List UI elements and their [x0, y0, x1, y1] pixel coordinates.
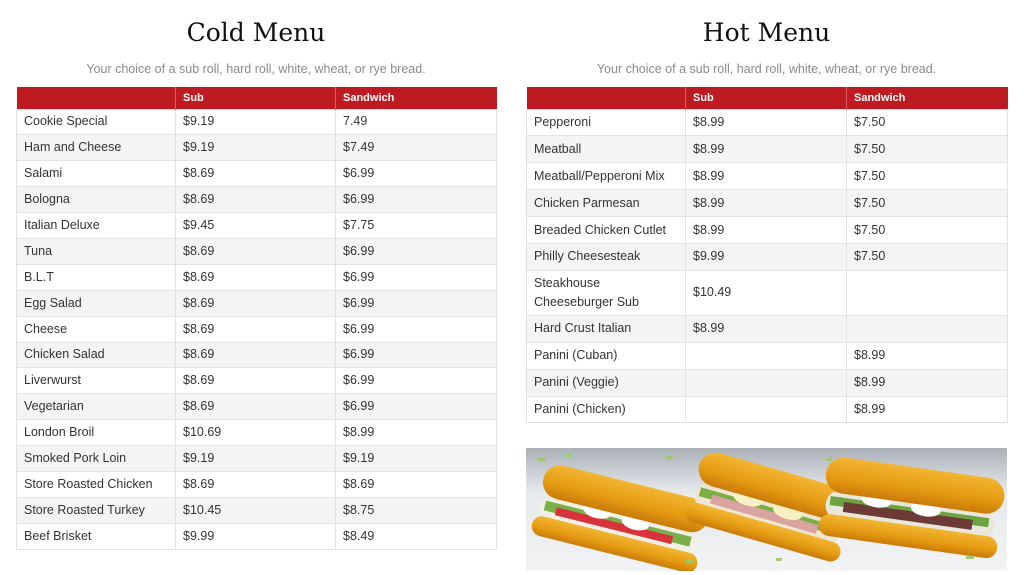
sub-price: $10.69 — [176, 420, 336, 446]
sub-price: $8.69 — [176, 316, 336, 342]
menu-item-name: Panini (Chicken) — [527, 396, 686, 423]
menu-item-name: Smoked Pork Loin — [17, 446, 176, 472]
menu-item-name: London Broil — [17, 420, 176, 446]
table-row — [527, 217, 1008, 244]
table-row — [17, 342, 497, 368]
table-row — [527, 243, 1008, 270]
sandwich-price — [847, 270, 1008, 315]
sub-price: $8.99 — [686, 190, 847, 217]
sandwich-price: $8.99 — [847, 369, 1008, 396]
sub-price: $8.99 — [686, 136, 847, 163]
menu-item-name: B.L.T — [17, 264, 176, 290]
table-row — [17, 446, 497, 472]
menu-item-name: Egg Salad — [17, 290, 176, 316]
table-row — [17, 161, 497, 187]
menu-item-name: Liverwurst — [17, 368, 176, 394]
table-row — [17, 264, 497, 290]
sandwich-price: $8.99 — [847, 396, 1008, 423]
table-row — [17, 394, 497, 420]
menu-item-name: Bologna — [17, 187, 176, 213]
sub-price: $8.69 — [176, 394, 336, 420]
sandwich-price: $6.99 — [336, 161, 497, 187]
sandwich-price: $7.50 — [847, 163, 1008, 190]
menu-item-name: Panini (Cuban) — [527, 342, 686, 369]
menu-item-name: Store Roasted Chicken — [17, 471, 176, 497]
menu-item-name: Panini (Veggie) — [527, 369, 686, 396]
menu-item-name: Meatball/Pepperoni Mix — [527, 163, 686, 190]
sandwich-price: $6.99 — [336, 238, 497, 264]
sub-sandwiches-photo — [526, 448, 1007, 571]
sandwich-price: $6.99 — [336, 368, 497, 394]
sub-price: $9.99 — [176, 523, 336, 549]
table-row — [17, 109, 497, 135]
sub-price: $10.45 — [176, 497, 336, 523]
menu-item-name: Hard Crust Italian — [527, 315, 686, 342]
sub-price: $8.99 — [686, 217, 847, 244]
table-row — [527, 369, 1008, 396]
menu-item-name: Vegetarian — [17, 394, 176, 420]
menu-item-name: Chicken Salad — [17, 342, 176, 368]
table-row — [17, 213, 497, 239]
sub-price: $9.99 — [686, 243, 847, 270]
sandwich-price: $7.50 — [847, 190, 1008, 217]
table-row — [17, 135, 497, 161]
menu-item-name: Chicken Parmesan — [527, 190, 686, 217]
column-header-item — [527, 87, 686, 109]
table-row — [17, 238, 497, 264]
sub-price: $8.69 — [176, 290, 336, 316]
sandwich-price: 7.49 — [336, 109, 497, 135]
table-row — [527, 315, 1008, 342]
sub-price: $8.69 — [176, 161, 336, 187]
menu-item-name: Italian Deluxe — [17, 213, 176, 239]
table-row — [17, 420, 497, 446]
sandwich-price: $9.19 — [336, 446, 497, 472]
table-row — [17, 523, 497, 549]
menu-item-name: Steakhouse Cheeseburger Sub — [527, 270, 686, 315]
sandwich-price: $7.49 — [336, 135, 497, 161]
sandwich-price: $8.75 — [336, 497, 497, 523]
sandwich-price: $7.50 — [847, 109, 1008, 136]
menu-item-name: Beef Brisket — [17, 523, 176, 549]
column-header-sub: Sub — [176, 87, 336, 109]
sub-price: $8.99 — [686, 315, 847, 342]
menu-item-name: Store Roasted Turkey — [17, 497, 176, 523]
sandwich-price: $8.69 — [336, 471, 497, 497]
menu-item-name: Cheese — [17, 316, 176, 342]
sandwich-price: $6.99 — [336, 264, 497, 290]
table-row — [527, 396, 1008, 423]
sandwich-price — [847, 315, 1008, 342]
sub-price — [686, 342, 847, 369]
table-row — [527, 270, 1008, 315]
sandwich-price: $7.50 — [847, 136, 1008, 163]
menu-item-name: Meatball — [527, 136, 686, 163]
table-row — [527, 136, 1008, 163]
sandwich-price: $7.75 — [336, 213, 497, 239]
sandwich-price: $6.99 — [336, 342, 497, 368]
table-row — [527, 109, 1008, 136]
sandwich-price: $6.99 — [336, 187, 497, 213]
table-row — [527, 342, 1008, 369]
table-row — [17, 187, 497, 213]
menu-item-name: Pepperoni — [527, 109, 686, 136]
sandwich-price: $8.49 — [336, 523, 497, 549]
sub-price: $9.19 — [176, 446, 336, 472]
sub-price: $8.69 — [176, 368, 336, 394]
table-row — [17, 471, 497, 497]
sandwich-price: $6.99 — [336, 316, 497, 342]
table-row — [17, 497, 497, 523]
sandwich-price: $7.50 — [847, 217, 1008, 244]
table-row — [527, 163, 1008, 190]
sub-price: $8.69 — [176, 238, 336, 264]
column-header-sandwich: Sandwich — [847, 87, 1008, 109]
table-row — [17, 316, 497, 342]
sub-price: $8.69 — [176, 471, 336, 497]
sub-price: $9.19 — [176, 135, 336, 161]
cold-menu-table — [16, 87, 497, 550]
table-header-row — [17, 87, 497, 109]
hot-menu-subtitle: Your choice of a sub roll, hard roll, white, wheat, or rye bread. — [596, 62, 937, 76]
sub-price — [686, 396, 847, 423]
sub-price: $8.69 — [176, 187, 336, 213]
table-row — [527, 190, 1008, 217]
menu-item-name: Salami — [17, 161, 176, 187]
sandwich-price: $7.50 — [847, 243, 1008, 270]
menu-item-name: Breaded Chicken Cutlet — [527, 217, 686, 244]
menu-item-name: Cookie Special — [17, 109, 176, 135]
sub-price: $9.45 — [176, 213, 336, 239]
sub-price: $8.69 — [176, 264, 336, 290]
hot-menu-table — [526, 87, 1008, 423]
table-row — [17, 290, 497, 316]
table-row — [17, 368, 497, 394]
sub-price: $10.49 — [686, 270, 847, 315]
table-header-row — [527, 87, 1008, 109]
sandwich-price: $6.99 — [336, 290, 497, 316]
menu-item-name: Ham and Cheese — [17, 135, 176, 161]
hot-menu-title: Hot Menu — [702, 18, 831, 47]
column-header-sub: Sub — [686, 87, 847, 109]
sandwich-price: $6.99 — [336, 394, 497, 420]
sub-price: $8.99 — [686, 163, 847, 190]
cold-menu-title: Cold Menu — [186, 18, 326, 47]
sub-price: $8.99 — [686, 109, 847, 136]
menu-item-name: Philly Cheesesteak — [527, 243, 686, 270]
column-header-sandwich: Sandwich — [336, 87, 497, 109]
column-header-item — [17, 87, 176, 109]
sub-price: $8.69 — [176, 342, 336, 368]
sandwich-illustration — [526, 448, 1007, 571]
sub-price — [686, 369, 847, 396]
sandwich-price: $8.99 — [336, 420, 497, 446]
sandwich-price: $8.99 — [847, 342, 1008, 369]
sub-price: $9.19 — [176, 109, 336, 135]
menu-item-name: Tuna — [17, 238, 176, 264]
cold-menu-subtitle: Your choice of a sub roll, hard roll, white, wheat, or rye bread. — [86, 62, 426, 76]
